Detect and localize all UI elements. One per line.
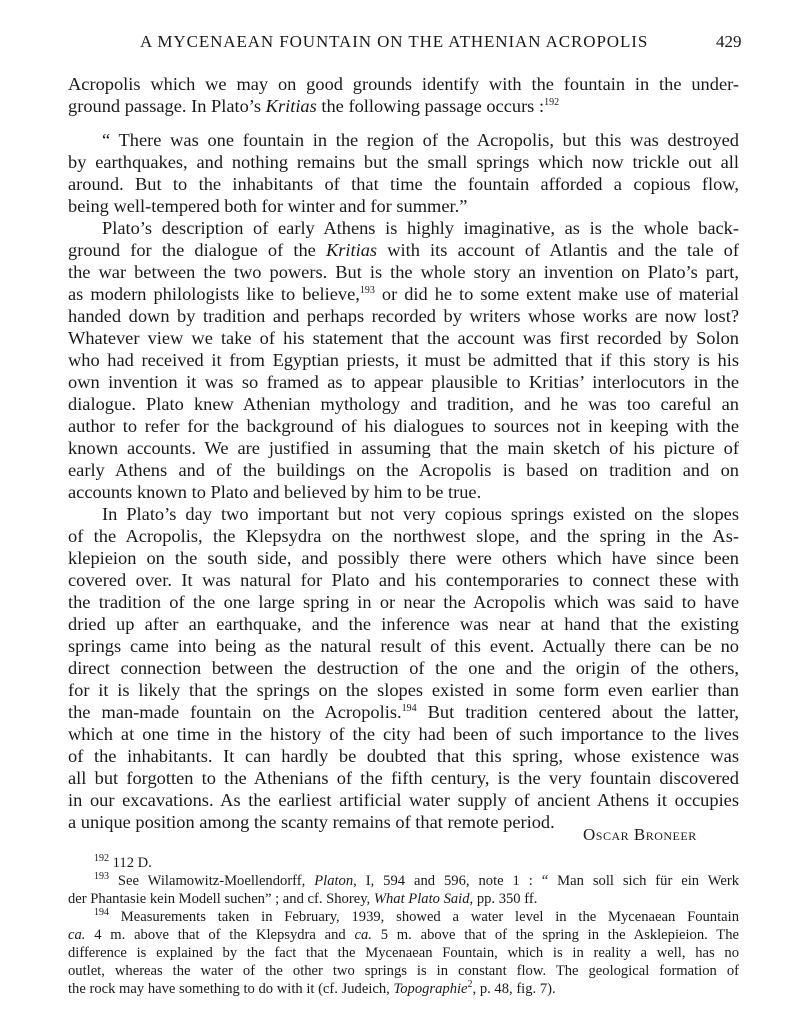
text-line: In Plato’s day two important but not very copious springs existed on the slopes xyxy=(102,504,739,524)
text-line: Plato’s description of early Athens is highly imaginative, as is the whole back- xyxy=(102,218,739,238)
footnote-ref: 192 xyxy=(544,96,560,108)
text-line: early Athens and of the buildings on the Acropolis is based on tradition and on xyxy=(68,460,739,480)
text-line: author to refer for the background of his dialogues to sources not in keeping with the xyxy=(68,416,739,436)
page-number: 429 xyxy=(716,32,742,51)
text-line: klepieion on the south side, and possibly there were others which have since been xyxy=(68,548,739,568)
text-line: the war between the two powers. But is the whole story an invention on Plato’s part, xyxy=(68,262,739,282)
quote-line: being well-tempered both for winter and for summer.” xyxy=(68,196,468,216)
text-line: direct connection between the destruction of the one and the origin of the others, xyxy=(68,658,739,678)
running-header xyxy=(0,32,801,56)
footnote-193: $^{193}$ See Wilamowitz-Moellendorff, Platon, I, 594 and 596, note 1 : “ Man soll sich für ein Werk xyxy=(94,871,739,889)
text-line: ground for the dialogue of the Kritias with its account of Atlantis and the tale of xyxy=(68,240,740,260)
text-line: dialogue. Plato knew Athenian mythology and tradition, and he was too careful an xyxy=(68,394,739,414)
author-signature: Oscar Broneer xyxy=(583,825,697,844)
text-line: a unique position among the scanty remains of that remote period. xyxy=(68,812,555,832)
text-line: in our excavations. As the earliest artificial water supply of ancient Athens it occupies xyxy=(68,790,739,810)
text-line: dried up after an earthquake, and the inference was near at hand that the existing xyxy=(68,614,739,634)
footnote-194-cont: the rock may have something to do with it (cf. Judeich, Topographie$^2$, p. 48, fig. 7). xyxy=(68,979,556,997)
footnote-194-cont: ca. 4 m. above that of the Klepsydra and ca. 5 m. above that of the spring in the Asklepieion. The xyxy=(68,927,739,943)
footnote-ref: 193 xyxy=(359,284,375,296)
text-line: springs came into being as the natural result of this event. Actually there can be no xyxy=(68,636,739,656)
text-line: of the Acropolis, the Klepsydra on the northwest slope, and the spring in the As- xyxy=(68,526,739,546)
footnote-193-cont: der Phantasie kein Modell suchen” ; and cf. Shorey, What Plato Said, pp. 350 ff. xyxy=(68,891,538,907)
text-line: own invention it was so framed as to appear plausible to Kritias’ interlocutors in the xyxy=(68,372,739,392)
text-line: Acropolis which we may on good grounds identify with the fountain in the under- xyxy=(68,74,739,94)
quote-line: “ There was one fountain in the region of the Acropolis, but this was destroyed xyxy=(102,130,739,150)
quote-line: by earthquakes, and nothing remains but the small springs which now trickle out all xyxy=(68,152,739,172)
text-line: which at one time in the history of the city had been of such importance to the lives xyxy=(68,724,739,744)
footnote-194-cont: outlet, whereas the water of the other two springs is in constant flow. The geological formation of xyxy=(68,963,739,979)
text-line: handed down by tradition and perhaps recorded by writers whose works are now lost? xyxy=(68,306,739,326)
text-line: who had received it from Egyptian priests, it must be admitted that if this story is his xyxy=(68,350,739,370)
text-line: covered over. It was natural for Plato and his contemporaries to connect these with xyxy=(68,570,739,590)
text-line: accounts known to Plato and believed by him to be true. xyxy=(68,482,482,502)
footnote-194: $^{194}$ Measurements taken in February, 1939, showed a water level in the Mycenaean Fountain xyxy=(94,907,739,925)
text-line: the tradition of the one large spring in or near the Acropolis which was said to have xyxy=(68,592,739,612)
text-line: all but forgotten to the Athenians of the fifth century, is the very fountain discovered xyxy=(68,768,739,788)
text-line: known accounts. We are justified in assuming that the main sketch of his picture of xyxy=(68,438,739,458)
footnote-ref: 194 xyxy=(401,702,417,714)
text-line: Whatever view we take of his statement that the account was first recorded by Solon xyxy=(68,328,739,348)
text-line: as modern philologists like to believe,$^{193}$ or did he to some extent make use of material xyxy=(68,284,739,304)
quote-line: around. But to the inhabitants of that time the fountain afforded a copious flow, xyxy=(68,174,739,194)
text-line: of the inhabitants. It can hardly be doubted that this spring, whose existence was xyxy=(68,746,739,766)
text-line: the man-made fountain on the Acropolis.$^{194}$ But tradition centered about the latter, xyxy=(68,702,739,722)
text-line: ground passage. In Plato’s Kritias the following passage occurs :$^{192}$ xyxy=(68,96,560,116)
text-line: for it is likely that the springs on the slopes existed in some form even earlier than xyxy=(68,680,739,700)
footnote-192: $^{192}$ 112 D. xyxy=(94,853,152,871)
running-title: A MYCENAEAN FOUNTAIN ON THE ATHENIAN ACROPOLIS xyxy=(140,32,649,51)
footnote-194-cont: difference is explained by the fact that the Mycenaean Fountain, which is in reality a well, has no xyxy=(68,945,739,961)
